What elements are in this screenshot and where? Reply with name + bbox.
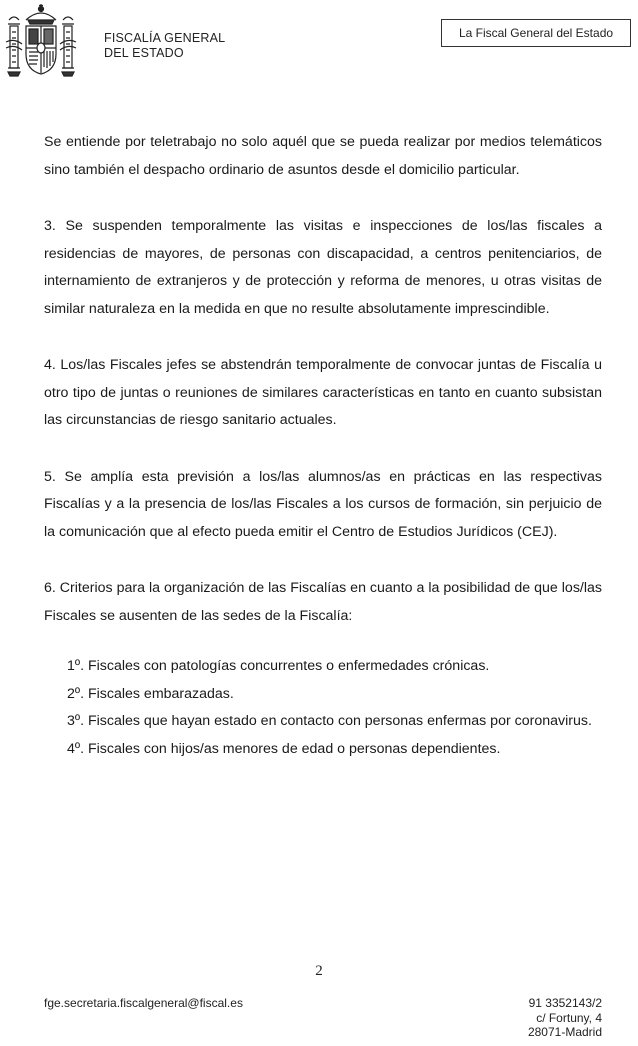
org-name-line2: DEL ESTADO <box>104 46 184 60</box>
criteria-list <box>44 653 602 763</box>
org-name-line1: FISCALÍA GENERAL <box>104 31 226 45</box>
list-item: 2º. Fiscales embarazadas. <box>67 685 234 702</box>
paragraph-telework: Se entiende por teletrabajo no solo aquél que se pueda realizar por medios telemáticos sino también el despacho ordinario de asuntos desde el domicilio particular. <box>44 134 602 178</box>
paragraph-3: 3. Se suspenden temporalmente las visitas e inspecciones de los/las fiscales a residencias de mayores, de personas con discapacidad, a centros penitenciarios, de internamiento de extranjeros y de protección y reforma de menores, u otras visitas de similar naturaleza en la medida en que no resulte absolutamente imprescindible. <box>44 218 602 317</box>
organization-name <box>104 31 225 61</box>
list-item: 4º. Fiscales con hijos/as menores de edad o personas dependientes. <box>67 740 501 757</box>
list-item: 3º. Fiscales que hayan estado en contacto con personas enfermas por coronavirus. <box>67 713 592 729</box>
footer-email: fge.secretaria.fiscalgeneral@fiscal.es <box>44 996 243 1010</box>
paragraph-5: 5. Se amplía esta previsión a los/las alumnos/as en prácticas en las respectivas Fiscalías y a la presencia de los/las Fiscales a los cursos de formación, sin perjuicio de la comunicación que al efecto pueda emitir el Centro de Estudios Jurídicos (CEJ). <box>44 468 602 540</box>
document-title-box: La Fiscal General del Estado <box>441 19 631 47</box>
paragraph-4: 4. Los/las Fiscales jefes se abstendrán temporalmente de convocar juntas de Fiscalía u otro tipo de juntas o reuniones de similares características en tanto en cuanto subsistan las circunstancias de riesgo sanitario actuales. <box>44 357 602 428</box>
footer-city: 28071-Madrid <box>527 1025 602 1039</box>
paragraph-6: 6. Criterios para la organización de las Fiscalías en cuanto a la posibilidad de que los/las Fiscales se ausenten de las sedes de la Fiscalía: <box>44 580 602 624</box>
list-item: 1º. Fiscales con patologías concurrentes o enfermedades crónicas. <box>67 658 490 674</box>
document-body <box>44 129 602 763</box>
coat-of-arms-logo <box>4 2 78 78</box>
footer-phone: 91 3352143/2 <box>528 996 602 1010</box>
footer-street: c/ Fortuny, 4 <box>536 1010 602 1025</box>
footer-address <box>528 996 602 1040</box>
page-number: 2 <box>315 963 323 979</box>
